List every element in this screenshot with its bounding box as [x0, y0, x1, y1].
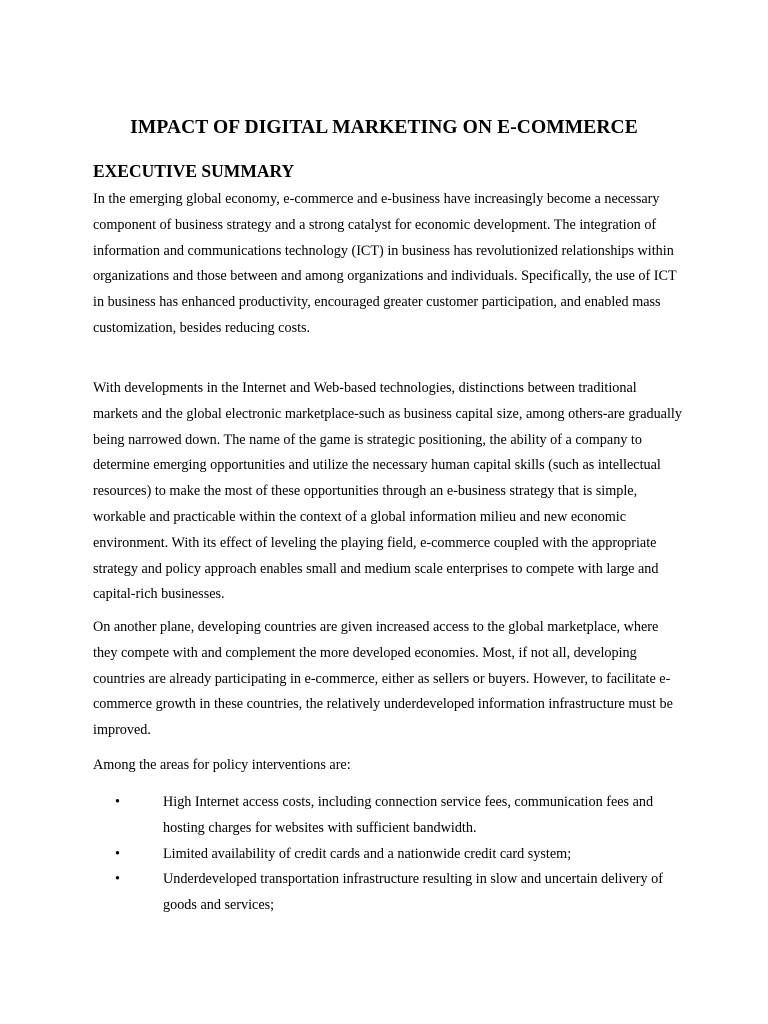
document-title: IMPACT OF DIGITAL MARKETING ON E-COMMERCE [130, 117, 638, 138]
bullet-icon: • [115, 871, 120, 888]
list-item-text: High Internet access costs, including connection service fees, communication fees and hosting charges for websites with sufficient bandwidth. [163, 794, 654, 836]
bullet-icon: • [115, 794, 120, 810]
list-item [93, 867, 683, 919]
list-item-text: Underdeveloped transportation infrastructure resulting in slow and uncertain delivery of goods and services; [163, 871, 663, 914]
paragraph: With developments in the Internet and Web-based technologies, distinctions between traditional markets and the global electronic marketplace-such as business capital size, among others-are gradually being narrowed down. The name of the game is strategic positioning, the ability of a company to determine emerging opportunities and utilize the necessary human capital skills (such as intellectual resources) to make the most of these opportunities through an e-business strategy that is simple, workable and practicable within the context of a global information milieu and new economic environment. With its effect of leveling the playing field, e-commerce coupled with the appropriate strategy and policy approach enables small and medium scale enterprises to compete with large and capital-rich businesses. [93, 380, 682, 603]
list-item-text: Limited availability of credit cards and a nationwide credit card system; [163, 845, 572, 862]
paragraph: In the emerging global economy, e-commerce and e-business have increasingly become a necessary component of business strategy and a strong catalyst for economic development. The integration of information and communications technology (ICT) in business has revolutionized relationships within organizations and those between and among organizations and individuals. Specifically, the use of ICT in business has enhanced productivity, encouraged greater customer participation, and enabled mass customization, besides reducing costs. [93, 191, 677, 336]
paragraph: On another plane, developing countries are given increased access to the global marketplace, where they compete with and complement the more developed economies. Most, if not all, developing countries are already participating in e-commerce, either as sellers or buyers. However, to facilitate e-commerce growth in these countries, the relatively underdeveloped information infrastructure must be improved. [93, 619, 673, 739]
section-heading: EXECUTIVE SUMMARY [93, 161, 295, 181]
list-item [93, 842, 683, 868]
paragraph: Among the areas for policy interventions are: [93, 757, 351, 773]
list-item [93, 790, 683, 842]
policy-interventions-list [93, 790, 683, 919]
bullet-icon: • [115, 845, 120, 862]
